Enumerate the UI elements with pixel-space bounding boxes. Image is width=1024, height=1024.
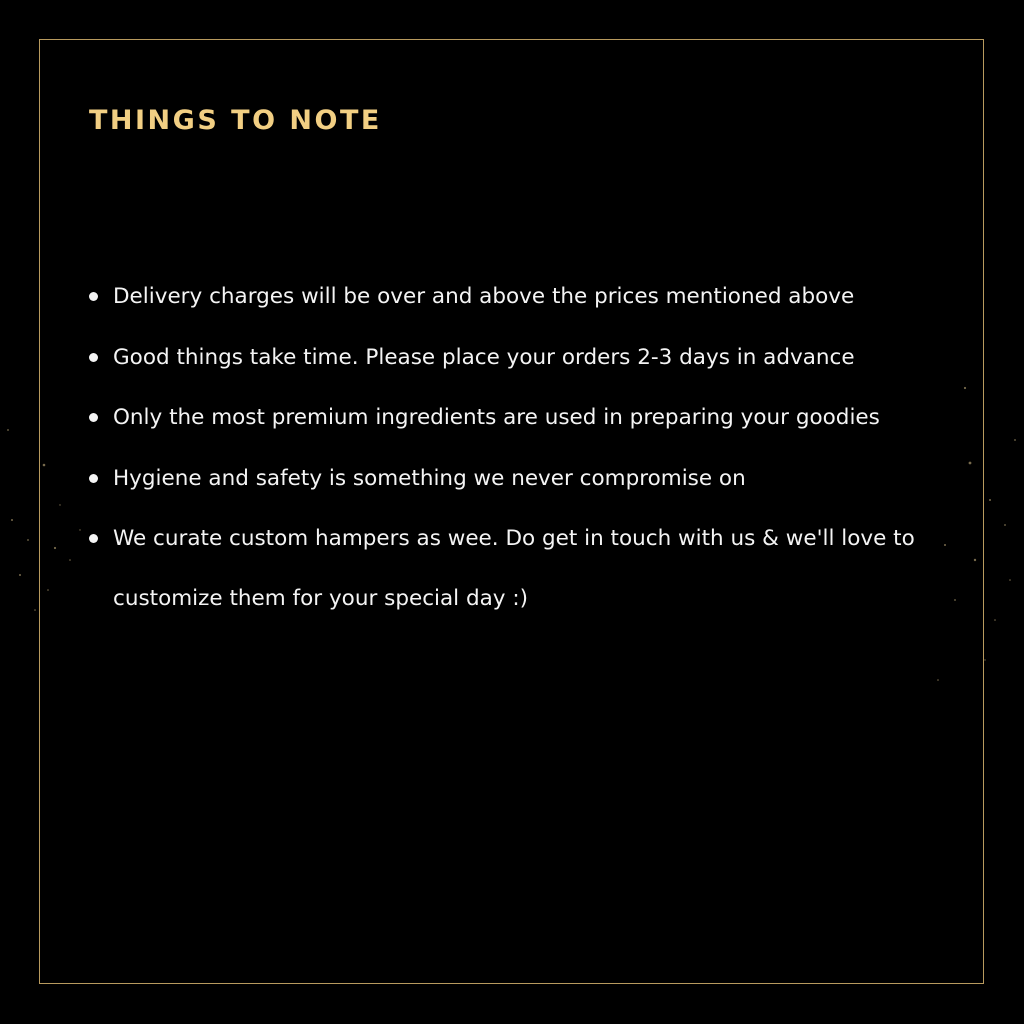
- note-text: Hygiene and safety is something we never compromise on: [113, 465, 746, 491]
- list-item: [89, 449, 969, 509]
- note-text: Only the most premium ingredients are used in preparing your goodies: [113, 405, 880, 430]
- bullet-icon: [89, 534, 98, 543]
- list-item: [89, 509, 969, 628]
- page-title: THINGS TO NOTE: [89, 105, 382, 136]
- note-text: Good things take time. Please place your orders 2-3 days in advance: [113, 344, 855, 370]
- note-text: We curate custom hampers as wee. Do get in touch with us & we'll love to customize them for your special day :): [113, 526, 915, 611]
- list-item: [89, 328, 969, 388]
- notes-list: [89, 267, 969, 629]
- bullet-icon: [89, 413, 98, 422]
- list-item: [89, 267, 969, 327]
- bullet-icon: [89, 353, 98, 362]
- note-text: Delivery charges will be over and above the prices mentioned above: [113, 284, 855, 309]
- bullet-icon: [89, 292, 98, 301]
- list-item: [89, 388, 969, 448]
- bullet-icon: [89, 474, 98, 483]
